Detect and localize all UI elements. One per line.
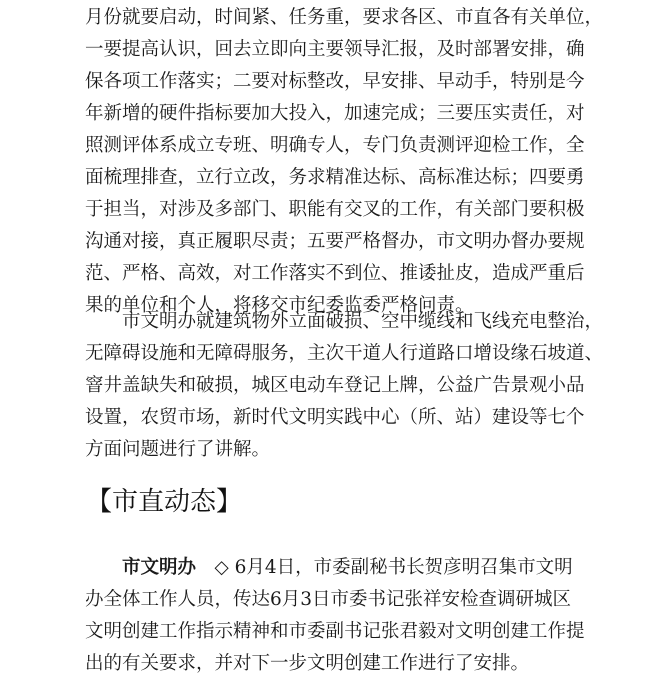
text-line: 出的有关要求，并对下一步文明创建工作进行了安排。: [85, 653, 530, 674]
text-line: 年新增的硬件指标要加大投入，加速完成；三要压实责任，对: [85, 103, 585, 124]
text-line: 沟通对接，真正履职尽责；五要严格督办，市文明办督办要规: [85, 231, 585, 252]
text-line: 面梳理排查，立行立改，务求精准达标、高标准达标；四要勇: [85, 167, 585, 188]
text-line: 市文明办就建筑物外立面破损、空中缆线和飞线充电整治，: [85, 311, 604, 332]
text-line: 无障碍设施和无障碍服务，主次干道人行道路口增设缘石坡道、: [85, 343, 604, 364]
text-line: 果的单位和个人，将移交市纪委监委严格问责。: [85, 295, 474, 316]
text-line: [85, 552, 573, 584]
text-line: 方面问题进行了讲解。: [85, 439, 271, 460]
text-line: 文明创建工作指示精神和市委副书记张君毅对文明创建工作提: [85, 621, 585, 642]
text-line: 于担当，对涉及多部门、职能有交叉的工作，有关部门要积极: [85, 199, 585, 220]
text-line: 保各项工作落实；二要对标整改，早安排、早动手，特别是今: [85, 71, 585, 92]
text-line: 设置，农贸市场，新时代文明实践中心（所、站）建设等七个: [85, 407, 585, 428]
paragraph-briefing: [85, 306, 604, 466]
text-line: 范、严格、高效，对工作落实不到位、推诿扯皮，造成严重后: [85, 263, 585, 284]
text-line: 窨井盖缺失和破损，城区电动车登记上牌，公益广告景观小品: [85, 375, 585, 396]
department-label: 市文明办: [85, 557, 197, 578]
text-line: 办全体工作人员，传达6月3日市委书记张祥安检查调研城区: [85, 589, 572, 610]
text-line: 照测评体系成立专班、明确专人，专门负责测评迎检工作，全: [85, 135, 585, 156]
text-line: 月份就要启动，时间紧、任务重，要求各区、市直各有关单位，: [85, 7, 604, 28]
section-heading: 【市直动态】: [86, 487, 243, 517]
text-line: 一要提高认识，回去立即向主要领导汇报，及时部署安排，确: [85, 39, 585, 60]
news-item-text: ◇ 6月4日，市委副秘书长贺彦明召集市文明: [196, 557, 573, 578]
paragraph-news-item: [85, 552, 585, 680]
